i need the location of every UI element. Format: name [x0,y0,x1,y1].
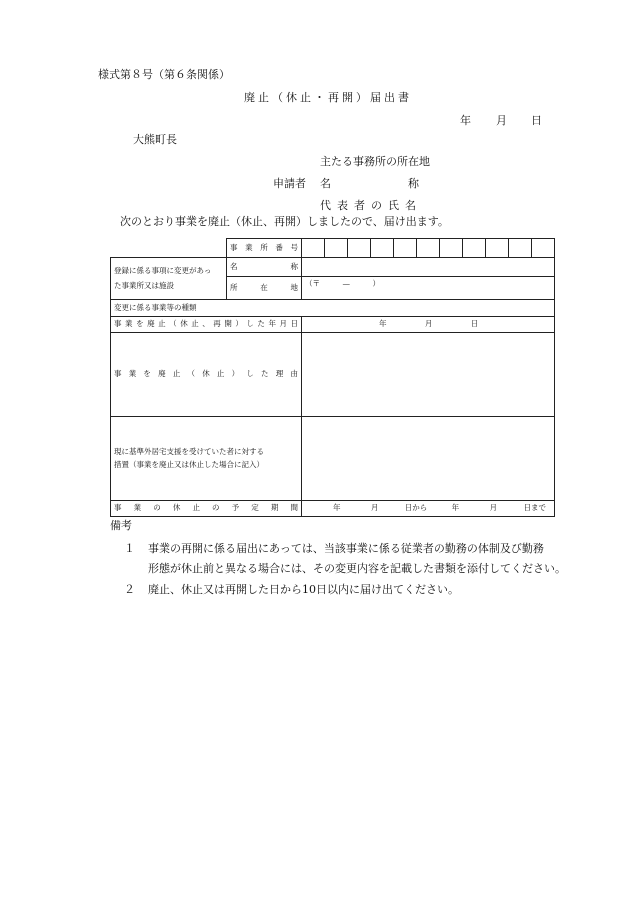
page-title: 廃止（休止・再開）届出書 [244,91,412,104]
notification-form-table [110,238,555,517]
office-number-boxes[interactable] [302,239,555,258]
form-number: 様式第８号（第６条関係） [98,68,230,81]
intro-text: 次のとおり事業を廃止（休止、再開）しましたので、届け出ます。 [120,215,449,228]
note-1-line-2: 形態が休止前と異なる場合には、その変更内容を記載した書類を添付してください。 [148,562,566,575]
blank-cell [111,239,227,258]
facility-name-field[interactable] [302,258,555,277]
note-1-number: １ [124,542,135,555]
facility-name-label: 名 称 [227,258,302,277]
name-label: 名 称 [320,177,419,190]
suspension-period-label: 事 業 の 休 止 の 予 定 期 間 [111,501,302,517]
suspension-period-field[interactable]: 年 月 日から 年 月 日まで [302,501,555,517]
note-1-line-1: 事業の再開に係る届出にあっては、当該事業に係る従業者の勤務の体制及び勤務 [148,542,544,555]
registered-changes-label: 登録に係る事項に変更があっ た事業所又は施設 [111,258,227,300]
postal-code-field[interactable]: （〒 — ） [305,279,380,288]
date-year-label: 年 [460,114,471,127]
date-row-field[interactable]: 年 月 日 [302,317,555,333]
addressee: 大熊町長 [133,133,177,146]
change-type-field[interactable] [302,300,555,317]
date-day-label: 日 [531,114,542,127]
applicant-label: 申請者 [273,177,306,190]
reason-label: 事 業 を 廃 止 （ 休 止 ） し た 理 由 [111,333,302,417]
measures-field[interactable] [302,417,555,501]
office-number-label: 事 業 所 番 号 [227,239,302,258]
note-2-number: ２ [124,583,135,596]
representative-label: 代表者の氏名 [320,199,422,212]
measures-label: 現に基準外居宅支援を受けていた者に対する 措置（事業を廃止又は休止した場合に記入） [111,417,302,501]
date-row-label: 事 業 を 廃 止 （ 休 止 、 再 開 ） し た 年 月 日 [111,317,302,333]
date-month-label: 月 [496,114,507,127]
reason-field[interactable] [302,333,555,417]
facility-address-field[interactable] [302,277,555,300]
office-address-label: 主たる事務所の所在地 [320,155,430,168]
note-2-text: 廃止、休止又は再開した日から10日以内に届け出てください。 [148,583,459,596]
facility-address-label: 所 在 地 [227,277,302,300]
change-type-label: 変更に係る事業等の種類 [111,300,302,317]
notes-heading: 備考 [110,519,132,532]
